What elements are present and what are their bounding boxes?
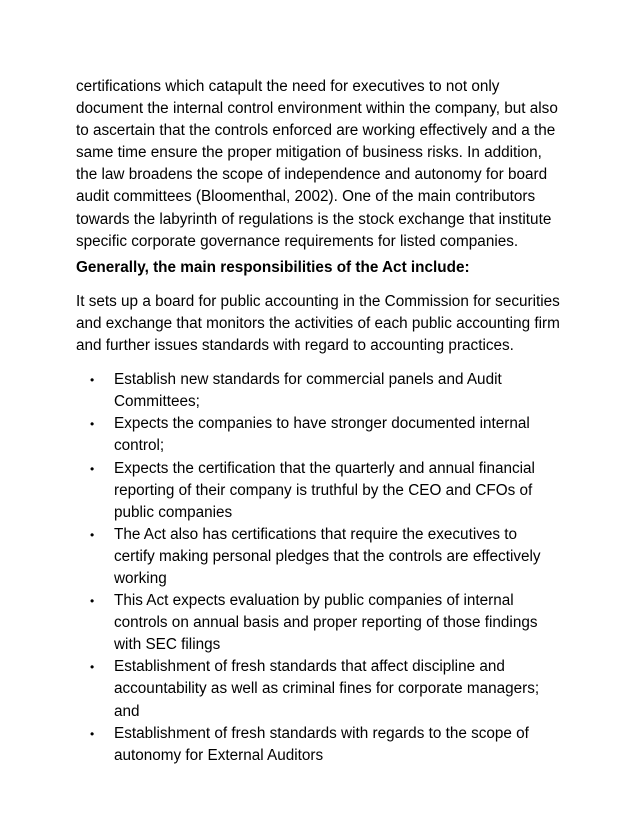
- list-item: [76, 458, 562, 524]
- list-item-text: Expects the companies to have stronger documented internal control;: [114, 415, 530, 455]
- list-item: [76, 656, 562, 722]
- intro-paragraph: It sets up a board for public accounting in the Commission for securities and exchange that monitors the activities of each public accounting firm and further issues standards with regard to accounting practices.: [76, 292, 560, 355]
- list-item-text: Establish new standards for commercial panels and Audit Committees;: [114, 371, 502, 411]
- list-item-text: Expects the certification that the quarterly and annual financial reporting of their company is truthful by the CEO and CFOs of public companies: [114, 459, 535, 521]
- bullet-icon: •: [90, 527, 95, 542]
- list-item-text: This Act expects evaluation by public companies of internal controls on annual basis and proper reporting of those findings with SEC filings: [114, 592, 538, 654]
- list-item: [76, 590, 562, 656]
- list-item: [76, 413, 562, 457]
- bullet-icon: •: [90, 373, 95, 388]
- document-page: [76, 76, 562, 767]
- bullet-icon: •: [90, 417, 95, 432]
- bullet-icon: •: [90, 461, 95, 476]
- body-paragraph: certifications which catapult the need for executives to not only document the internal control environment within the company, but also to ascertain that the controls enforced are working effectively and a the same time ensure the proper mitigation of business risks. In addition, the law broadens the scope of independence and autonomy for board audit committees (Bloomenthal, 2002). One of the main contributors towards the labyrinth of regulations is the stock exchange that institute specific corporate governance requirements for listed companies.: [76, 78, 558, 250]
- bullet-icon: •: [90, 726, 95, 741]
- list-item: [76, 369, 562, 413]
- bullet-icon: •: [90, 594, 95, 609]
- list-item-text: Establishment of fresh standards with regards to the scope of autonomy for External Auditors: [114, 724, 529, 764]
- responsibilities-list: [76, 369, 562, 767]
- list-item: [76, 723, 562, 767]
- section-heading: Generally, the main responsibilities of the Act include:: [76, 258, 470, 276]
- list-item-text: The Act also has certifications that require the executives to certify making personal pledges that the controls are effectively working: [114, 525, 541, 587]
- bullet-icon: •: [90, 660, 95, 675]
- list-item-text: Establishment of fresh standards that affect discipline and accountability as well as criminal fines for corporate managers; and: [114, 658, 540, 720]
- list-item: [76, 524, 562, 590]
